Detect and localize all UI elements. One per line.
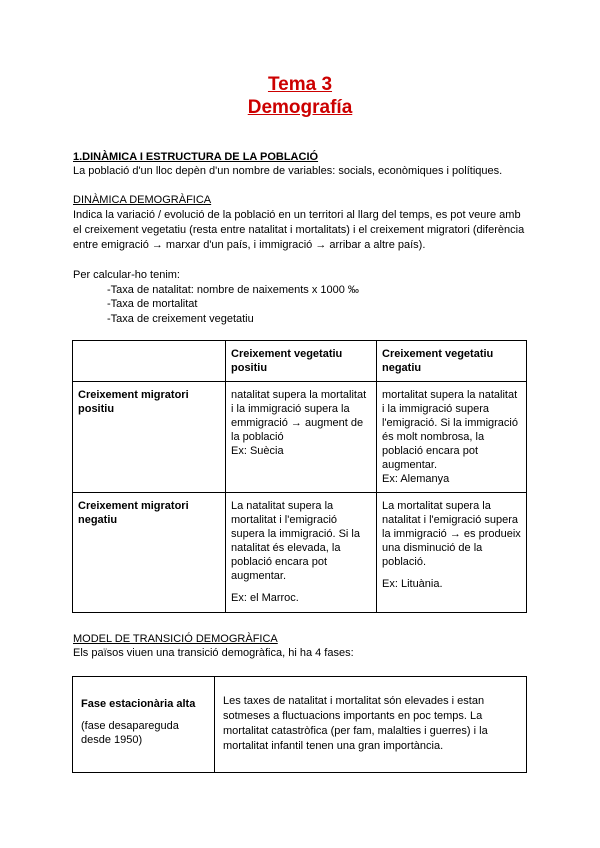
row-header: Creixement migratori positiu	[73, 382, 226, 493]
model-heading: MODEL DE TRANSICIÓ DEMOGRÀFICA	[73, 633, 278, 645]
phase-table	[72, 676, 527, 773]
table-cell: natalitat supera la mortalitat i la immigració supera la emmigració → augment de la població Ex: Suècia	[226, 382, 377, 493]
dinamica-line: Indica la variació / evolució de la població en un territori al llarg del temps, es pot veure amb	[73, 209, 521, 221]
calc-intro: Per calcular-ho tenim:	[73, 269, 180, 281]
list-item: -Taxa de creixement vegetatiu	[107, 313, 254, 325]
section-heading: 1.DINÀMICA I ESTRUCTURA DE LA POBLACIÓ	[73, 151, 319, 163]
column-header: Creixement vegetatiu positiu	[226, 341, 377, 382]
row-header: Creixement migratori negatiu	[73, 493, 226, 613]
page-subtitle: Demografía	[247, 97, 353, 118]
phase-cell: Fase estacionària alta (fase desapareguda desde 1950)	[73, 677, 215, 773]
column-header: Creixement vegetatiu negatiu	[377, 341, 527, 382]
table-cell: mortalitat supera la natalitat i la immigració supera l'emigració. Si la immigració és molt nombrosa, la població encara pot augmentar. Ex: Alemanya	[377, 382, 527, 493]
dinamica-line: el creixement vegetatiu (resta entre natalitat i mortalitats) i el creixement migratori (diferència	[73, 224, 525, 236]
section-intro: La població d'un lloc depèn d'un nombre de variables: socials, econòmiques i polítiques.	[73, 165, 503, 177]
table-cell: La mortalitat supera la natalitat i l'emigració supera la immigració → es produeix una disminució de la població. Ex: Lituània.	[377, 493, 527, 613]
empty-header-cell	[73, 341, 226, 382]
list-item: -Taxa de mortalitat	[107, 298, 198, 310]
model-intro: Els països viuen una transició demogràfica, hi ha 4 fases:	[73, 647, 354, 659]
dinamica-heading: DINÀMICA DEMOGRÀFICA	[73, 194, 212, 206]
page-title: Tema 3	[267, 74, 333, 95]
table-cell: La natalitat supera la mortalitat i l'emigració supera la immigració. Si la natalitat és elevada, la població encara pot augmentar. Ex: el Marroc.	[226, 493, 377, 613]
dinamica-line: entre emigració → marxar d'un país, i immigració → arribar a altre país).	[73, 239, 426, 251]
list-item: -Taxa de natalitat: nombre de naixements x 1000 ‰	[107, 284, 359, 296]
phase-description: Les taxes de natalitat i mortalitat són elevades i estan sotmeses a fluctuacions importants en poc temps. La mortalitat catastròfica (per fam, malalties i guerres) i la mortalitat infantil tenen una gran importància.	[215, 677, 527, 773]
growth-table	[72, 340, 527, 613]
